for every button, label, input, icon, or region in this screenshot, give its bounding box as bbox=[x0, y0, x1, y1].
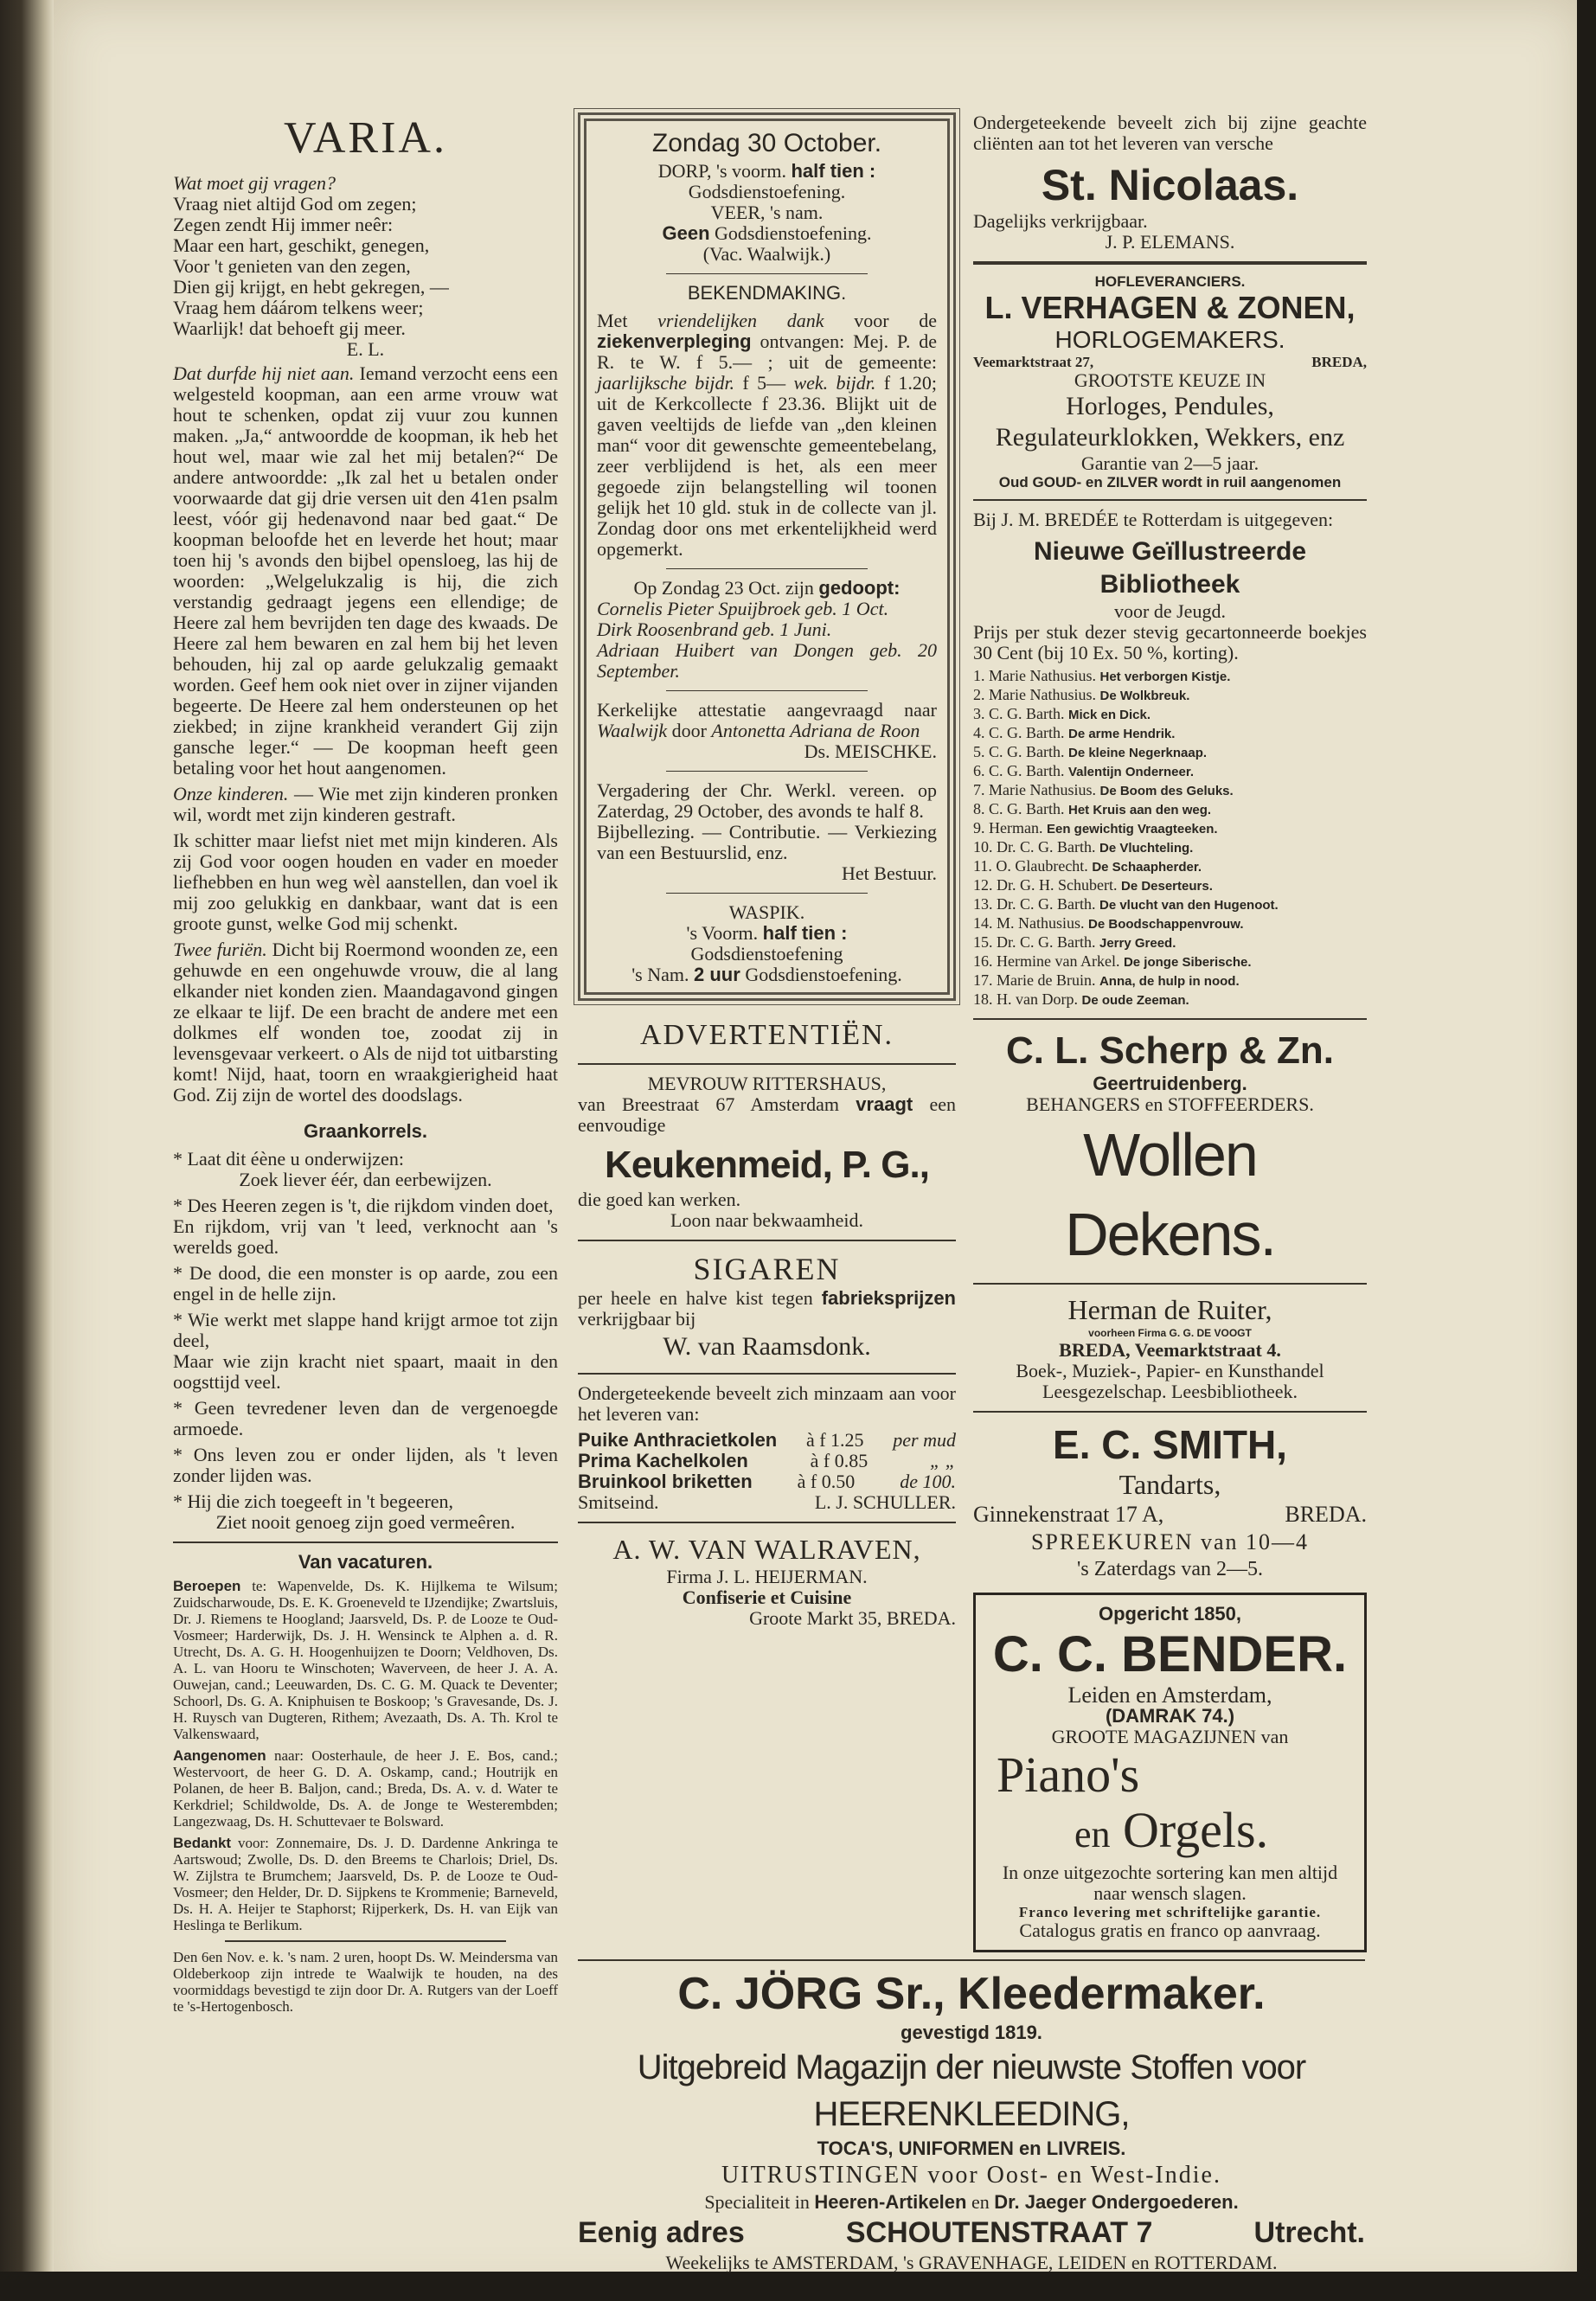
poem-line: Voor 't genieten van den zegen, bbox=[173, 255, 411, 277]
text: vriendelijken dank bbox=[657, 310, 824, 331]
jorg-heading: C. JÖRG Sr., Kleedermaker. bbox=[677, 1969, 1266, 2019]
book-title: De jonge Siberische. bbox=[1123, 955, 1252, 970]
graankorrels bbox=[173, 1149, 558, 1533]
poem-line: Zegen zendt Hij immer neêr: bbox=[173, 214, 394, 235]
graankorrels-title: Graankorrels. bbox=[303, 1120, 428, 1142]
sigaren-name: W. van Raamsdonk. bbox=[663, 1332, 871, 1361]
book-item bbox=[973, 952, 1367, 971]
nicolaas-name: J. P. ELEMANS. bbox=[1105, 231, 1235, 253]
poem-line: Dien gij krijgt, en hebt gekregen, — bbox=[173, 276, 449, 298]
story-durfde bbox=[173, 363, 558, 779]
poem-line: Waarlijk! dat behoeft gij meer. bbox=[173, 317, 406, 339]
jorg-address bbox=[578, 2214, 1365, 2252]
grain-line: * Ons leven zou er onder lijden, als 't leven zonder lijden was. bbox=[173, 1444, 558, 1486]
divider bbox=[578, 1959, 1365, 1961]
book-number: 2. bbox=[973, 686, 985, 703]
rittershaus-line: die goed kan werken. bbox=[578, 1189, 741, 1210]
book-author: Marie de Bruin. bbox=[997, 971, 1096, 989]
sigaren-text bbox=[578, 1288, 956, 1330]
price: à f 1.25 bbox=[805, 1429, 864, 1451]
text: voor de bbox=[854, 310, 938, 331]
bender-orgels bbox=[988, 1803, 1352, 1862]
book-number: 7. bbox=[973, 781, 985, 798]
book-number: 18. bbox=[973, 990, 993, 1008]
smith-spreekuren: SPREEKUREN van 10—4 bbox=[1030, 1529, 1310, 1554]
text: 2 uur bbox=[694, 964, 740, 985]
book-title: De arme Hendrik. bbox=[1068, 727, 1176, 741]
poem-heading: Wat moet gij vragen? bbox=[173, 172, 336, 194]
beroepen-label: Beroepen bbox=[173, 1578, 241, 1594]
jorg-since: gevestigd 1819. bbox=[901, 2022, 1042, 2043]
divider bbox=[578, 1240, 956, 1241]
divider bbox=[973, 1411, 1367, 1413]
attestatie bbox=[597, 700, 937, 741]
text: fabrieksprijzen bbox=[821, 1287, 956, 1309]
poem-signature: E. L. bbox=[346, 338, 385, 360]
divider bbox=[173, 1541, 558, 1543]
story-text: — Wie met zijn kinderen pronken wil, wordt met zijn kinderen gestraft. bbox=[173, 783, 558, 825]
book-item bbox=[973, 686, 1367, 705]
smith-address bbox=[973, 1501, 1367, 1529]
text: ontvangen: bbox=[760, 330, 845, 352]
vergadering-2: Bijbellezing. — Contributie. — Verkiezing van een Bestuurslid, enz. bbox=[597, 821, 937, 863]
book-title: Anna, de hulp in nood. bbox=[1099, 974, 1240, 989]
book-item bbox=[973, 819, 1367, 838]
jorg-line3: TOCA'S, UNIFORMEN en LIVREIS. bbox=[817, 2138, 1126, 2159]
verhagen-keuze: GROOTSTE KEUZE IN bbox=[1074, 369, 1266, 391]
unit: „ „ bbox=[930, 1450, 956, 1471]
poem-line: Vraag niet altijd God om zegen; bbox=[173, 193, 417, 215]
doop-name: Adriaan Huibert van Dongen geb. 20 September. bbox=[597, 639, 937, 682]
keukenmeid-heading: Keukenmeid, P. G., bbox=[605, 1144, 929, 1186]
text: door bbox=[671, 720, 707, 741]
story-text: Iemand verzocht eens een welgesteld koopman, aan een arme vrouw wat hout te schenken, opdat zij vuur zou kunnen maken. „Ja,“ antwoordde de koopman, ik heb het hout wel, maar wie zal het mij betalen?“ De andere antwoordde: „Ik zal het u betalen onder voorwaarde dat gij drie versen uit den 41en psalm leest, vóór gij hedenavond naar bed gaat.“ De koopman beloofde het en leverde het hout; maar toen hij 's avonds den bijbel opensloeg, las hij de woorden: „Welgelukzalig is hij, die zich verstandig gedraagt jegens een ellendige; de Heere zal hem bevrijden ten dage des kwaads. De Heere zal hem bewaren en zal hem bij het leven behouden, hij zal op aarde gelukzalig gemaakt worden. Geef hem ook niet over in zijner vijanden begeerte. De Heere zal hem ondersteunen op het ziekbed; in zijne krankheid verandert Gij zijn gansche leger.“ — De koopman heeft geen betaling voor het hout aangenomen. bbox=[173, 362, 559, 779]
divider bbox=[666, 690, 868, 691]
text: en bbox=[1074, 1813, 1111, 1856]
divider bbox=[578, 1373, 956, 1375]
book-author: Marie Nathusius. bbox=[989, 781, 1096, 798]
verhagen-goud: Oud GOUD- en ZILVER wordt in ruil aangenomen bbox=[998, 474, 1342, 490]
book-item bbox=[973, 971, 1367, 990]
text: van Breestraat 67 Amsterdam bbox=[578, 1093, 839, 1115]
text: Dr. Jaeger Ondergoederen. bbox=[994, 2191, 1239, 2213]
bedankt-text: voor: Zonnemaire, Ds. J. D. Dardenne Ankringa te Aartswoud; Zwolle, Ds. D. den Breems te Charlois; Driel, Ds. W. Zijlstra te Brumchem; Jaarsveld, Ds. P. de Looze te Oud-Vosmeer; den Helder, Dr. D. Sijpkens te Krommenie; Barneveld, Ds. H. A. Heijer te Staphorst; Rijperkerk, Ds. H. van Eijk van Heslinga te Berlikum. bbox=[173, 1835, 558, 1933]
book-item bbox=[973, 933, 1367, 952]
vac-line: (Vac. Waalwijk.) bbox=[702, 243, 831, 265]
book-number: 14. bbox=[973, 914, 993, 932]
nicolaas-intro: Ondergeteekende beveelt zich bij zijne geachte cliënten aan tot het leveren van versche bbox=[973, 112, 1367, 154]
item: Puike Anthracietkolen bbox=[578, 1429, 778, 1451]
divider bbox=[973, 1283, 1367, 1285]
book-number: 11. bbox=[973, 857, 992, 875]
grain-line: * Hij die zich toegeeft in 't begeeren, bbox=[173, 1490, 454, 1512]
book-number: 8. bbox=[973, 800, 985, 817]
book-author: C. G. Barth. bbox=[989, 762, 1065, 779]
book-title: De vlucht van den Hugenoot. bbox=[1099, 898, 1279, 913]
vacaturen-body bbox=[173, 1578, 558, 2015]
book-author: H. van Dorp. bbox=[997, 990, 1078, 1008]
text: en bbox=[971, 2191, 990, 2213]
text: SCHOUTENSTRAAT 7 bbox=[845, 2216, 1153, 2249]
divider bbox=[666, 568, 868, 569]
rittershaus-text bbox=[578, 1094, 956, 1136]
grain-line: Zoek liever éér, dan eerbewijzen. bbox=[239, 1169, 492, 1190]
book-author: M. Nathusius. bbox=[997, 914, 1085, 932]
verhagen-garantie: Garantie van 2—5 jaar. bbox=[1080, 452, 1259, 474]
text: een eenvoudige bbox=[578, 1093, 957, 1136]
bedankt bbox=[173, 1835, 558, 1933]
name: L. J. SCHULLER. bbox=[814, 1491, 956, 1513]
jorg-advert bbox=[578, 1959, 1365, 2274]
book-title: De Deserteurs. bbox=[1120, 879, 1213, 894]
text: wek. bijdr. bbox=[793, 372, 876, 394]
book-author: Herman. bbox=[989, 819, 1043, 836]
verhagen-name: L. VERHAGEN & ZONEN, bbox=[984, 290, 1356, 325]
bender-catalogus: Catalogus gratis en franco op aanvraag. bbox=[1019, 1920, 1321, 1941]
text: vraagt bbox=[856, 1093, 913, 1115]
text: Op Zondag 23 Oct. zijn bbox=[633, 577, 814, 599]
text: Mej. P. de R. te W. f 5.— ; uit de gemeente: bbox=[597, 330, 938, 373]
divider bbox=[666, 893, 868, 894]
waspik-line: Godsdienstoefening bbox=[690, 943, 843, 965]
verhagen-sub: HORLOGEMAKERS. bbox=[1054, 326, 1285, 353]
doop-line bbox=[597, 578, 937, 599]
book-title: Het verborgen Kistje. bbox=[1099, 670, 1231, 684]
text: Met bbox=[597, 310, 628, 331]
advertenties-title: ADVERTENTIËN. bbox=[639, 1019, 894, 1051]
book-title: De Schaapherder. bbox=[1092, 860, 1202, 875]
geen-line bbox=[597, 223, 937, 244]
ruiter-firma: voorheen Firma G. G. DE VOOGT bbox=[1088, 1327, 1252, 1339]
book-item bbox=[973, 667, 1367, 686]
text: Kerkelijke attestatie aangevraagd naar bbox=[597, 699, 937, 721]
page-bottom-edge bbox=[0, 2272, 1596, 2301]
divider bbox=[973, 499, 1367, 501]
text: gedoopt: bbox=[818, 577, 901, 599]
book-number: 17. bbox=[973, 971, 993, 989]
grain-line: * Des Heeren zegen is 't, die rijkdom vinden doet, bbox=[173, 1195, 554, 1216]
poem-line: Maar een hart, geschikt, genegen, bbox=[173, 234, 430, 256]
book-item bbox=[973, 762, 1367, 781]
column-varia bbox=[173, 112, 558, 2020]
book-spine bbox=[0, 0, 54, 2301]
grain-line: En rijkdom, vrij van 't leed, verknocht aan 's werelds goed. bbox=[173, 1215, 558, 1258]
ruiter-address: BREDA, Veemarktstraat 4. bbox=[1059, 1339, 1281, 1361]
book-number: 3. bbox=[973, 705, 985, 722]
smith-heading: E. C. SMITH, bbox=[1053, 1422, 1287, 1467]
book-author: Dr. C. G. Barth. bbox=[997, 838, 1096, 856]
text: per heele en halve kist tegen bbox=[578, 1287, 813, 1309]
jorg-weekly: Weekelijks te AMSTERDAM, 's GRAVENHAGE, LEIDEN en ROTTERDAM. bbox=[665, 2252, 1278, 2273]
book-title: Valentijn Onderneer. bbox=[1068, 765, 1195, 779]
price: à f 0.85 bbox=[810, 1450, 869, 1471]
waspik-line bbox=[597, 965, 937, 985]
walraven-address: Groote Markt 35, BREDA. bbox=[749, 1607, 956, 1629]
book-item bbox=[973, 857, 1367, 876]
dorp-service: Godsdienstoefening. bbox=[688, 181, 846, 202]
story-kinderen-2: Ik schitter maar liefst niet met mijn kinderen. Als zij God voor oogen houden en vader en moeder liefhebben en hun weg wèl aanstellen, dan voel ik mij zoo gelukkig en dankbaar, want dat is een groote gunst, welke God mij schenkt. bbox=[173, 830, 558, 934]
book-title: Een gewichtig Vraagteeken. bbox=[1046, 822, 1218, 836]
vergadering-signature: Het Bestuur. bbox=[842, 862, 937, 884]
unit: per mud bbox=[893, 1429, 956, 1451]
book-number: 9. bbox=[973, 819, 985, 836]
book-title: De kleine Negerknaap. bbox=[1068, 746, 1208, 760]
book-number: 13. bbox=[973, 895, 993, 913]
city: BREDA, bbox=[1311, 354, 1367, 370]
book-author: Marie Nathusius. bbox=[989, 667, 1096, 684]
story-title: Dat durfde hij niet aan. bbox=[173, 362, 355, 384]
grain-line: * Wie werkt met slappe hand krijgt armoe tot zijn deel, bbox=[173, 1309, 558, 1351]
schuller-row bbox=[578, 1451, 956, 1471]
verhagen-list: Horloges, Pendules, Regulateurklokken, Wekkers, enz bbox=[995, 392, 1345, 452]
book-item bbox=[973, 724, 1367, 743]
schuller-sign bbox=[578, 1492, 956, 1513]
book-item bbox=[973, 914, 1367, 933]
dorp-label: DORP, 's voorm. bbox=[657, 160, 786, 182]
church-notice-box bbox=[578, 112, 956, 1001]
waspik-title: WASPIK. bbox=[728, 901, 805, 923]
walraven-confiserie: Confiserie et Cuisine bbox=[682, 1586, 852, 1608]
item: Bruinkool briketten bbox=[578, 1471, 753, 1492]
vacaturen-title: Van vacaturen. bbox=[298, 1551, 433, 1573]
book-list bbox=[973, 667, 1367, 1009]
ruiter-text: Boek-, Muziek-, Papier- en Kunsthandel Leesgezelschap. Leesbibliotheek. bbox=[1016, 1360, 1324, 1402]
schuller-intro: Ondergeteekende beveelt zich minzaam aan voor het leveren van: bbox=[578, 1382, 956, 1425]
book-title: De Boom des Geluks. bbox=[1099, 784, 1234, 798]
varia-title: VARIA. bbox=[284, 113, 447, 163]
poem bbox=[173, 194, 558, 360]
schuller-row bbox=[578, 1430, 956, 1451]
book-title: Mick en Dick. bbox=[1068, 708, 1151, 722]
book-number: 10. bbox=[973, 838, 993, 856]
text: Eenig adres bbox=[578, 2216, 745, 2249]
unit: de 100. bbox=[900, 1471, 956, 1492]
book-number: 1. bbox=[973, 667, 985, 684]
aangenomen-label: Aangenomen bbox=[173, 1747, 266, 1764]
dorp-line bbox=[597, 161, 937, 182]
bredee-price: Prijs per stuk dezer stevig gecartonneerde boekjes 30 Cent (bij 10 Ex. 50 %, korting). bbox=[973, 621, 1367, 663]
nicolaas-heading: St. Nicolaas. bbox=[1041, 161, 1299, 209]
price: à f 0.50 bbox=[797, 1471, 856, 1492]
story-title: Twee furiën. bbox=[173, 939, 267, 960]
book-title: Jerry Greed. bbox=[1099, 936, 1176, 951]
bredee-intro: Bij J. M. BREDÉE te Rotterdam is uitgegeven: bbox=[973, 509, 1334, 530]
bredee-heading: Nieuwe Geïllustreerde Bibliotheek bbox=[1033, 537, 1307, 599]
book-item bbox=[973, 800, 1367, 819]
wollen-dekens: Wollen Dekens. bbox=[1065, 1121, 1275, 1268]
text: Godsdienstoefening. bbox=[745, 964, 902, 985]
book-author: Hermine van Arkel. bbox=[997, 952, 1120, 970]
text: 's Voorm. bbox=[686, 922, 759, 944]
vergadering: Vergadering der Chr. Werkl. vereen. op Zaterdag, 29 October, des avonds te half 8. bbox=[597, 779, 937, 822]
book-number: 15. bbox=[973, 933, 993, 951]
jorg-line5 bbox=[578, 2191, 1365, 2214]
poem-line: Vraag hem dáárom telkens weer; bbox=[173, 297, 424, 318]
nicolaas-text: Dagelijks verkrijgbaar. bbox=[973, 210, 1148, 232]
bender-groote: GROOTE MAGAZIJNEN van bbox=[1051, 1726, 1289, 1747]
book-number: 12. bbox=[973, 876, 993, 894]
verhagen-address bbox=[973, 354, 1367, 370]
scherp-city: Geertruidenberg. bbox=[1093, 1073, 1247, 1094]
book-title: De Wolkbreuk. bbox=[1099, 689, 1190, 703]
book-author: Dr. C. G. Barth. bbox=[997, 933, 1096, 951]
street: Ginnekenstraat 17 A, bbox=[973, 1502, 1164, 1527]
beroepen-text: te: Wapenvelde, Ds. K. Hijlkema te Wilsum; Zuidscharwoude, Ds. E. K. Groeneveld te IJzendijke; Zwartsluis, Dr. J. Riemens te Hoogland; Jaarsveld, Ds. P. de Looze te Oud-Vosmeer; Harderwijk, Ds. J. H. Wensinck te Alphen a. d. R. Utrecht, Ds. A. G. H. Hoogenhuijzen te Doorn; Veldhoven, Ds. A. L. van Hooru te Winschoten; Waverveen, de heer J. A. A. Ouwejan, cand.; Leeuwarden, Ds. C. G. M. Quack te Deventer; Schoorl, Ds. G. A. Kniphuisen te Boskoop; 's Gravesande, Ds. J. H. Ruysch van Dugteren, Rithem; Avezaath, Ds. A. Th. Krol te Valkenswaard, bbox=[173, 1578, 559, 1742]
attest-signature: Ds. MEISCHKE. bbox=[804, 740, 937, 762]
grain-line: * Geen tevredener leven dan de vergenoegde armoede. bbox=[173, 1397, 558, 1439]
story-text: Dicht bij Roermond woonden ze, een gehuwde en een ongehuwde vrouw, die al lang elkander niet konden zien. Maandagavond gingen ze elkaar te lijf. De een bracht de andere met een dolkmes elf wonden toe, zoodat zij in levensgevaar verkeert. o Als de nijd tot uitbarsting komt! Nijd, haat, toorn en wraakgierigheid haat God. Zij zijn de wortel des doodslags. bbox=[173, 939, 559, 1106]
book-number: 6. bbox=[973, 762, 985, 779]
text: Specialiteit in bbox=[704, 2191, 810, 2213]
book-item bbox=[973, 876, 1367, 895]
text: Orgels. bbox=[1123, 1802, 1269, 1858]
bender-heading: C. C. BENDER. bbox=[992, 1626, 1348, 1682]
bender-franco: Franco levering met schriftelijke garantie. bbox=[1018, 1904, 1322, 1920]
text: Waalwijk bbox=[597, 720, 668, 741]
smith-zaterdag: 's Zaterdags van 2—5. bbox=[1077, 1558, 1263, 1580]
street: Veemarktstraat 27, bbox=[973, 354, 1094, 370]
smith-sub: Tandarts, bbox=[1118, 1469, 1221, 1500]
book-item bbox=[973, 838, 1367, 857]
book-title: Het Kruis aan den weg. bbox=[1068, 803, 1212, 817]
city: BREDA. bbox=[1285, 1502, 1367, 1527]
divider bbox=[225, 1940, 506, 1942]
book-number: 5. bbox=[973, 743, 985, 760]
beroepen bbox=[173, 1578, 558, 1742]
bender-opgericht: Opgericht 1850, bbox=[1098, 1603, 1242, 1625]
veer-line: VEER, 's nam. bbox=[710, 202, 824, 223]
aangenomen-text: naar: Oosterhaule, de heer J. E. Bos, cand.; Westervoort, de heer G. D. A. Oskamp, cand.; Houtrijk en Polanen, de heer B. Baljon, cand.; Breda, Ds. A. v. d. Water te Kerkdriel; Schildwolde, Ds. A. de Jonge te Westerembden; Langezwaag, Ds. H. Schuttevaer te Bolsward. bbox=[173, 1747, 558, 1830]
bender-box bbox=[973, 1593, 1367, 1952]
text: 's Nam. bbox=[631, 964, 689, 985]
rittershaus-line: Loon naar bekwaamheid. bbox=[670, 1209, 863, 1231]
closing-notice: Den 6en Nov. e. k. 's nam. 2 uren, hoopt Ds. W. Meindersma van Oldeberkoop zijn intrede te Waalwijk te houden, na des voormiddags bevestigd te zijn door Dr. A. Rutgers van der Loeff te 's-Hertogenbosch. bbox=[173, 1949, 558, 2015]
book-title: De Vluchteling. bbox=[1099, 841, 1194, 856]
text: f 1.20; uit de Kerkcollecte f 23.36. Blijkt uit de gaven veeltijds de liefde van „den kleinen man“ voor dit gewenschte gemeentebelang, zeer verblijdend is het, als een meer gegoede zijn belangstelling wil toonen gelijk het 10 gld. stuk in de collecte van jl. Zondag door ons met erkentelijkheid werd opgemerkt. bbox=[597, 372, 938, 560]
doop-name: Cornelis Pieter Spuijbroek geb. 1 Oct. bbox=[597, 598, 889, 619]
book-item bbox=[973, 895, 1367, 914]
grain-line: Ziet nooit genoeg zijn goed vermeêren. bbox=[215, 1511, 516, 1533]
scherp-sub: BEHANGERS en STOFFEERDERS. bbox=[1026, 1093, 1314, 1115]
divider bbox=[973, 1018, 1367, 1020]
jorg-line4: UITRUSTINGEN voor Oost- en West-Indie. bbox=[721, 2162, 1221, 2189]
book-author: Dr. G. H. Schubert. bbox=[997, 876, 1118, 894]
story-title: Onze kinderen. bbox=[173, 783, 289, 804]
book-author: C. G. Barth. bbox=[989, 800, 1065, 817]
hofleveranciers: HOFLEVERANCIERS. bbox=[1094, 273, 1246, 290]
sigaren-title: SIGAREN bbox=[693, 1252, 841, 1286]
bender-piano: Piano's bbox=[997, 1747, 1140, 1803]
divider bbox=[578, 1522, 956, 1523]
church-date: Zondag 30 October. bbox=[651, 129, 882, 157]
book-author: C. G. Barth. bbox=[989, 724, 1065, 741]
bekendmaking-text bbox=[597, 311, 937, 560]
bekendmaking-title: BEKENDMAKING. bbox=[687, 282, 847, 304]
bender-damrak: (DAMRAK 74.) bbox=[1105, 1705, 1235, 1727]
divider bbox=[973, 261, 1367, 265]
rittershaus-name: MEVROUW RITTERSHAUS, bbox=[647, 1073, 887, 1094]
grain-line: Maar wie zijn kracht niet spaart, maait in den oogsttijd veel. bbox=[173, 1350, 558, 1393]
book-title: De Boodschappenvrouw. bbox=[1088, 917, 1244, 932]
aangenomen bbox=[173, 1747, 558, 1830]
dorp-time: half tien : bbox=[791, 160, 876, 182]
book-item bbox=[973, 743, 1367, 762]
book-author: Marie Nathusius. bbox=[989, 686, 1096, 703]
book-author: C. G. Barth. bbox=[989, 705, 1065, 722]
page-edge bbox=[1577, 0, 1596, 2301]
book-author: Dr. C. G. Barth. bbox=[997, 895, 1096, 913]
divider bbox=[666, 273, 868, 274]
book-author: O. Glaubrecht. bbox=[996, 857, 1088, 875]
bender-city: Leiden en Amsterdam, bbox=[1067, 1682, 1272, 1708]
geen-label: Geen bbox=[662, 222, 710, 244]
text: jaarlijksche bijdr. bbox=[597, 372, 735, 394]
story-kinderen bbox=[173, 784, 558, 825]
bredee-sub: voor de Jeugd. bbox=[1114, 600, 1226, 622]
text: half tien : bbox=[762, 922, 848, 944]
book-item bbox=[973, 781, 1367, 800]
book-item bbox=[973, 990, 1367, 1009]
item: Prima Kachelkolen bbox=[578, 1450, 748, 1471]
waspik-line bbox=[597, 923, 937, 944]
doop-name: Dirk Roosenbrand geb. 1 Juni. bbox=[597, 619, 832, 640]
text: ziekenverpleging bbox=[597, 330, 752, 352]
text: f 5— bbox=[742, 372, 786, 394]
text: Antonetta Adriana de Roon bbox=[711, 720, 920, 741]
book-author: C. G. Barth. bbox=[989, 743, 1065, 760]
scherp-heading: C. L. Scherp & Zn. bbox=[1006, 1029, 1334, 1072]
book-number: 4. bbox=[973, 724, 985, 741]
walraven-firma: Firma J. L. HEIJERMAN. bbox=[666, 1566, 868, 1587]
place: Smitseind. bbox=[578, 1491, 659, 1513]
divider bbox=[666, 771, 868, 772]
bender-text: In onze uitgezochte sortering kan men altijd naar wensch slagen. bbox=[1002, 1862, 1338, 1904]
bedankt-label: Bedankt bbox=[173, 1835, 232, 1851]
text: verkrijgbaar bij bbox=[578, 1308, 696, 1330]
grain-line: * De dood, die een monster is op aarde, zou een engel in de helle zijn. bbox=[173, 1262, 558, 1304]
book-number: 16. bbox=[973, 952, 993, 970]
walraven-name: A. W. VAN WALRAVEN, bbox=[612, 1534, 921, 1565]
jorg-line2: Uitgebreid Magazijn der nieuwste Stoffen voor HEERENKLEEDING, bbox=[637, 2048, 1306, 2133]
schuller-row bbox=[578, 1471, 956, 1492]
grain-line: * Laat dit éène u onderwijzen: bbox=[173, 1148, 404, 1170]
book-title: De oude Zeeman. bbox=[1081, 993, 1189, 1008]
column-ads bbox=[973, 112, 1367, 1952]
text: Utrecht. bbox=[1253, 2216, 1365, 2249]
story-furien bbox=[173, 939, 558, 1106]
geen-text: Godsdienstoefening. bbox=[715, 222, 872, 244]
ruiter-name: Herman de Ruiter, bbox=[1067, 1294, 1272, 1325]
divider bbox=[578, 1063, 956, 1065]
book-item bbox=[973, 705, 1367, 724]
text: Heeren-Artikelen bbox=[814, 2191, 967, 2213]
column-kerk bbox=[578, 112, 956, 1629]
